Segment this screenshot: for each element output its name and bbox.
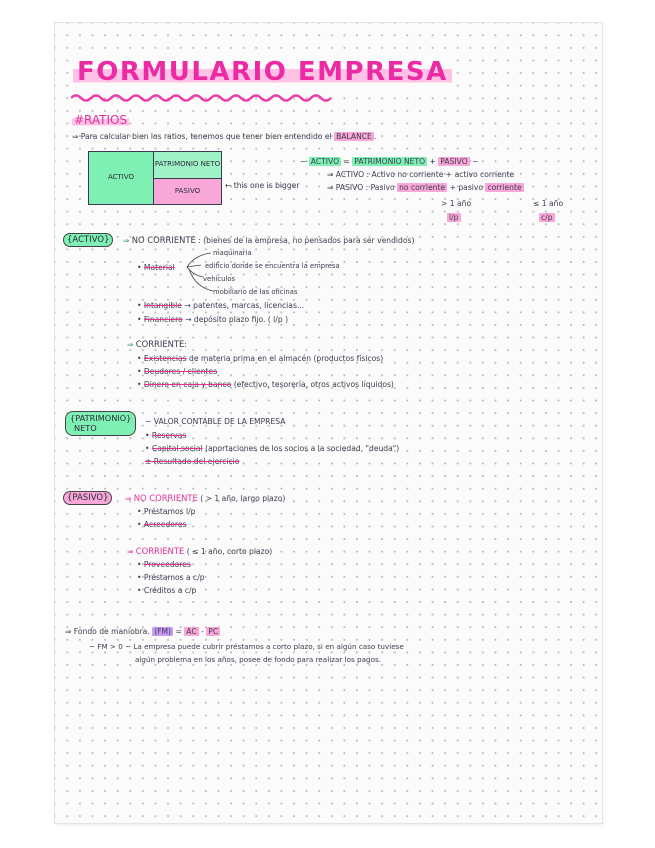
proveedores-label: Proveedores <box>143 560 191 569</box>
prestamos-lp-label: Préstamos l/p <box>143 507 196 516</box>
financiero-label: Financiero <box>143 315 183 324</box>
pasivo-def-nc: no corriente <box>399 183 446 192</box>
activo-def-label: ACTIVO : <box>335 170 370 179</box>
fondo-fm: (FM) <box>154 627 172 636</box>
activo-c-colon: : <box>184 340 187 349</box>
capital-social-desc: (aportaciones de los socios a la sociedad, "deuda") <box>205 444 400 453</box>
activo-c-item-3: • Dinero en caja y banco (efectivo, tesorería, otros activos líquidos) <box>137 380 394 389</box>
pasivo-def-label: PASIVO : <box>335 183 369 192</box>
formula-plus: + <box>429 157 436 166</box>
balance-table <box>88 151 222 205</box>
activo-nc-line <box>123 235 414 245</box>
pasivo-nc-item-2: • Acreedores <box>137 520 187 529</box>
pasivo-nc-heading: NO CORRIENTE <box>133 493 198 503</box>
fondo-ac: AC <box>186 627 197 636</box>
material-bracket <box>185 251 215 296</box>
material-item-1: maquinaria <box>213 249 252 257</box>
fondo-pc: PC <box>208 627 219 636</box>
table-cell-pasivo: PASIVO <box>154 179 221 204</box>
pasivo-c-heading: CORRIENTE <box>135 546 185 556</box>
pasivo-c-desc: ( ≤ 1 año, corto plazo) <box>186 547 273 556</box>
lp-badge: l/p <box>449 213 459 222</box>
material-line: • Material <box>137 263 175 272</box>
patrimonio-tag-line1: {PATRIMONIO} <box>70 413 132 423</box>
table-note <box>225 181 299 190</box>
financiero-desc: depósito plazo fijo. ( l/p ) <box>193 315 289 324</box>
formula-activo: ACTIVO <box>310 157 340 166</box>
activo-c-line <box>127 339 187 349</box>
fondo-minus: - <box>201 627 204 636</box>
pasivo-tag: {PASIVO} <box>63 491 112 505</box>
gt-year: > 1 año <box>441 199 472 208</box>
notebook-page <box>55 23 602 823</box>
pasivo-c-item-2: • Préstamos a c/p <box>137 573 205 582</box>
arrow-right-icon: ⇒ <box>127 340 136 349</box>
material-label: Material <box>143 263 175 272</box>
cp-badge: c/p <box>541 213 553 222</box>
pasivo-def-c: corriente <box>487 183 522 192</box>
activo-definition: ⇒ ACTIVO : Activo no corriente + activo corriente <box>327 170 515 179</box>
material-item-4: mobiliario de las oficinas <box>213 288 298 296</box>
pasivo-nc-item-1: • Préstamos l/p <box>137 507 196 516</box>
prestamos-cp-label: Préstamos a c/p <box>143 573 205 582</box>
dinero-desc: (efectivo, tesorería, otros activos líquidos) <box>233 380 394 389</box>
activo-nc-heading: NO CORRIENTE <box>131 235 196 245</box>
patrimonio-item-1: • Reservas <box>145 431 187 440</box>
ratios-heading: #RATIOS <box>74 113 128 127</box>
intangible-line: • Intangible → patentes, marcas, licencias... <box>137 301 305 310</box>
le-year: ≤ 1 año <box>533 199 564 208</box>
capital-social-label: Capital social <box>151 444 203 453</box>
page-title: FORMULARIO EMPRESA <box>73 57 452 87</box>
formula-pn: PATRIMONIO NETO <box>354 157 426 166</box>
pasivo-def-plus: + pasivo <box>449 183 484 192</box>
pasivo-def-text: Pasivo <box>370 183 395 192</box>
pasivo-nc-desc: ( > 1 año, largo plazo) <box>200 494 286 503</box>
patrimonio-tag-line2: NETO <box>74 423 97 434</box>
fondo-eq: = <box>175 627 182 636</box>
fondo-line <box>65 627 220 636</box>
activo-c-heading: CORRIENTE <box>135 339 185 349</box>
pasivo-nc-line <box>125 493 285 503</box>
arrow-right-icon: ⇒ <box>72 132 81 141</box>
arrow-left-icon: ← <box>225 181 234 190</box>
table-note-text: this one is bigger <box>233 181 300 190</box>
patrimonio-heading-line: ~ VALOR CONTABLE DE LA EMPRESA <box>145 417 286 426</box>
acreedores-label: Acreedores <box>143 520 187 529</box>
activo-tag: {ACTIVO} <box>63 233 113 247</box>
dinero-label: Dinero en caja y banco <box>143 380 232 389</box>
existencias-label: Existencias <box>143 354 187 363</box>
material-item-2: edificio donde se encuentra la empresa <box>205 262 340 270</box>
table-cell-activo: ACTIVO <box>89 152 154 204</box>
activo-c-item-1: • Existencias de materia prima en el almacén (productos físicos) <box>137 354 384 363</box>
creditos-cp-label: Créditos a c/p <box>143 586 197 595</box>
fondo-desc-line2: algún problema en los años, posee de fondo para realizar los pagos. <box>135 655 381 664</box>
balance-highlight: BALANCE <box>336 132 372 141</box>
arrow-right-icon: ⇒ <box>65 627 74 636</box>
financiero-line: • Financiero → depósito plazo fijo. ( l/p ) <box>137 315 289 324</box>
patrimonio-tag <box>65 411 136 436</box>
arrow-right-icon: ⇒ <box>125 494 134 503</box>
formula-equals: = <box>343 157 350 166</box>
patrimonio-heading: VALOR CONTABLE DE LA EMPRESA <box>153 417 286 426</box>
pasivo-c-item-3: • Créditos a c/p <box>137 586 197 595</box>
pasivo-definition: ⇒ PASIVO : Pasivo no corriente + pasivo corriente <box>327 183 522 192</box>
resultado-label: ± Resultado del ejercicio <box>145 457 240 466</box>
activo-def-text: Activo no corriente + activo corriente <box>371 170 515 179</box>
fondo-label: Fondo de maniobra. <box>73 627 150 636</box>
deudores-label: Deudores / clientes <box>143 367 218 376</box>
formula-pasivo: PASIVO <box>440 157 468 166</box>
patrimonio-item-3 <box>145 457 239 466</box>
ratios-intro-text: Para calcular bien los ratios, tenemos que tener bien entendido el <box>80 132 332 141</box>
fondo-desc-line1: ~ FM > 0 ~ La empresa puede cubrir préstamos a corto plazo, si en algún caso tuviese <box>89 642 404 651</box>
activo-nc-desc: : (bienes de la empresa, no pensados para ser vendidos) <box>198 236 415 245</box>
ratios-intro: ⇒ Para calcular bien los ratios, tenemos que tener bien entendido el BALANCE . <box>72 132 377 141</box>
pasivo-c-line <box>127 546 272 556</box>
pasivo-c-item-1: • Proveedores <box>137 560 191 569</box>
arrow-right-icon: ⇒ <box>123 236 132 245</box>
intangible-desc: patentes, marcas, licencias... <box>193 301 305 310</box>
intangible-label: Intangible <box>143 301 182 310</box>
reservas-label: Reservas <box>151 431 187 440</box>
material-item-3: vehículos <box>203 275 236 283</box>
table-cell-patrimonio: PATRIMONIO NETO <box>154 152 221 179</box>
existencias-desc: de materia prima en el almacén (productos físicos) <box>189 354 384 363</box>
balance-formula: ~ ACTIVO = PATRIMONIO NETO + PASIVO ~ <box>300 157 479 166</box>
activo-c-item-2: • Deudores / clientes <box>137 367 218 376</box>
title-underline-wave <box>71 93 331 103</box>
patrimonio-item-2: • Capital social (aportaciones de los socios a la sociedad, "deuda") <box>145 444 400 453</box>
arrow-right-icon: ⇒ <box>127 547 136 556</box>
